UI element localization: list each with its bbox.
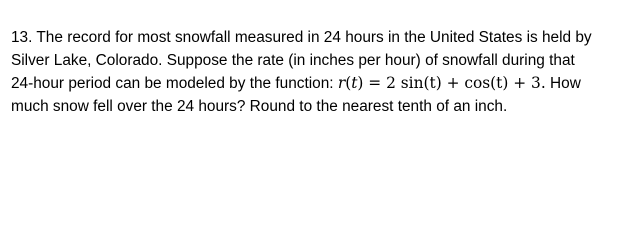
problem-line-3-text: 24-hour period can be modeled by the function: [11,75,338,92]
problem-line-2: Silver Lake, Colorado. Suppose the rate (in inches per hour) of snowfall during that [11,52,575,69]
formula-period: . [540,74,546,92]
problem-text [11,26,623,118]
problem-line-4: much snow fell over the 24 hours? Round to the nearest tenth of an inch. [11,98,508,115]
problem-line-3 [11,72,623,95]
formula-variable: t [351,74,358,92]
rate-function-formula: r(t) = 2 sin(t) + cos(t) + 3. [337,74,546,92]
formula-expression: ) = 2 sin(t) + cos(t) + 3 [357,74,541,92]
formula-function-name: r [337,74,346,92]
problem-line-1: 13. The record for most snowfall measured in 24 hours in the United States is held by [11,29,592,46]
problem-line-3-end: How [545,75,581,92]
